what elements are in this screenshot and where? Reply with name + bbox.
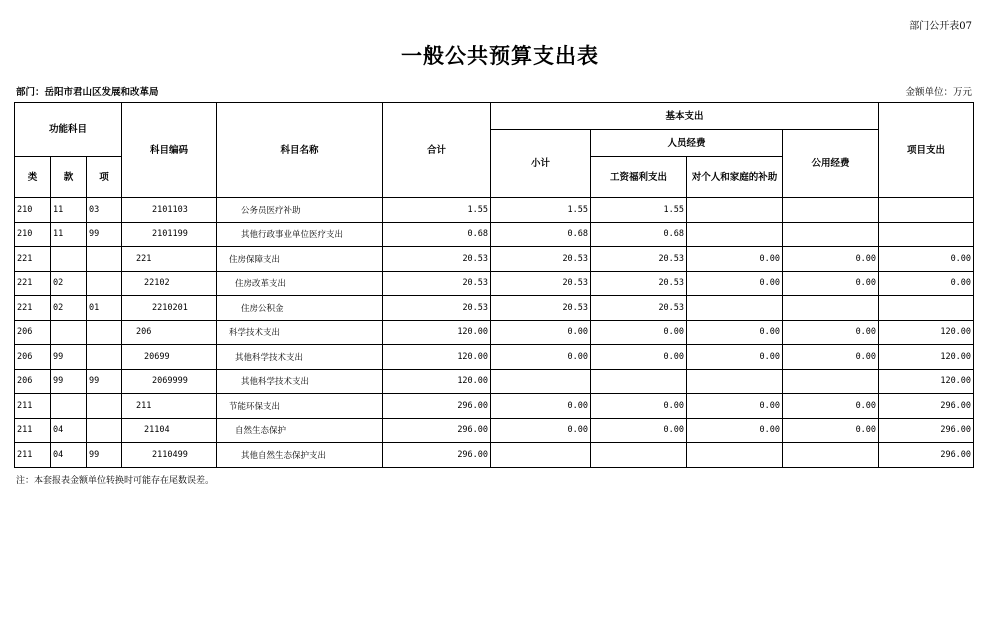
header-func-subject: 功能科目 — [15, 103, 122, 157]
header-wages: 工资福利支出 — [591, 157, 687, 198]
cell-name: 住房改革支出 — [217, 271, 383, 296]
cell-code: 2101103 — [122, 198, 217, 223]
cell-kuan: 02 — [51, 271, 87, 296]
cell-xiang: 03 — [87, 198, 122, 223]
cell-name: 其他科学技术支出 — [217, 369, 383, 394]
cell-project: 0.00 — [879, 271, 974, 296]
cell-wages: 0.00 — [591, 418, 687, 443]
table-row — [15, 222, 974, 247]
header-project: 项目支出 — [879, 103, 974, 198]
cell-wages: 0.00 — [591, 345, 687, 370]
cell-total: 296.00 — [383, 418, 491, 443]
cell-xiang: 99 — [87, 443, 122, 468]
cell-project — [879, 296, 974, 321]
cell-wages — [591, 443, 687, 468]
header-basic: 基本支出 — [491, 103, 879, 130]
cell-lei: 211 — [15, 394, 51, 419]
cell-subsidy — [687, 296, 783, 321]
cell-total: 296.00 — [383, 443, 491, 468]
cell-xiang — [87, 320, 122, 345]
cell-total: 120.00 — [383, 369, 491, 394]
header-subsidy: 对个人和家庭的补助 — [687, 157, 783, 198]
cell-public — [783, 198, 879, 223]
cell-public: 0.00 — [783, 247, 879, 272]
table-row — [15, 418, 974, 443]
cell-subtotal: 0.00 — [491, 320, 591, 345]
cell-kuan: 04 — [51, 443, 87, 468]
cell-lei: 211 — [15, 418, 51, 443]
cell-public — [783, 369, 879, 394]
cell-total: 20.53 — [383, 271, 491, 296]
header-subtotal: 小计 — [491, 130, 591, 198]
cell-public: 0.00 — [783, 320, 879, 345]
cell-public: 0.00 — [783, 271, 879, 296]
cell-subtotal — [491, 443, 591, 468]
cell-subsidy — [687, 222, 783, 247]
cell-lei: 206 — [15, 345, 51, 370]
cell-code: 221 — [122, 247, 217, 272]
cell-project: 296.00 — [879, 394, 974, 419]
table-row — [15, 443, 974, 468]
cell-xiang — [87, 418, 122, 443]
cell-total: 1.55 — [383, 198, 491, 223]
cell-wages: 0.68 — [591, 222, 687, 247]
header-code: 科目编码 — [122, 103, 217, 198]
cell-code: 211 — [122, 394, 217, 419]
header-personnel: 人员经费 — [591, 130, 783, 157]
table-row — [15, 296, 974, 321]
cell-project: 0.00 — [879, 247, 974, 272]
cell-name: 其他自然生态保护支出 — [217, 443, 383, 468]
cell-name: 其他行政事业单位医疗支出 — [217, 222, 383, 247]
cell-total: 20.53 — [383, 296, 491, 321]
table-row — [15, 369, 974, 394]
cell-subtotal: 0.68 — [491, 222, 591, 247]
budget-table — [14, 102, 974, 468]
table-row — [15, 271, 974, 296]
cell-subtotal: 0.00 — [491, 418, 591, 443]
cell-lei: 210 — [15, 198, 51, 223]
cell-code: 20699 — [122, 345, 217, 370]
cell-wages: 20.53 — [591, 296, 687, 321]
cell-subtotal: 0.00 — [491, 394, 591, 419]
cell-subtotal — [491, 369, 591, 394]
cell-xiang — [87, 345, 122, 370]
cell-project: 296.00 — [879, 443, 974, 468]
cell-name: 科学技术支出 — [217, 320, 383, 345]
cell-subsidy: 0.00 — [687, 271, 783, 296]
table-row — [15, 345, 974, 370]
cell-code: 206 — [122, 320, 217, 345]
cell-subsidy: 0.00 — [687, 247, 783, 272]
cell-kuan: 04 — [51, 418, 87, 443]
cell-subsidy: 0.00 — [687, 394, 783, 419]
footnote: 注：本套报表金额单位转换时可能存在尾数误差。 — [16, 476, 215, 486]
cell-kuan: 11 — [51, 222, 87, 247]
cell-project: 120.00 — [879, 369, 974, 394]
header-total: 合计 — [383, 103, 491, 198]
cell-public: 0.00 — [783, 418, 879, 443]
cell-lei: 221 — [15, 296, 51, 321]
cell-subsidy: 0.00 — [687, 345, 783, 370]
cell-name: 住房公积金 — [217, 296, 383, 321]
form-id-label: 部门公开表07 — [909, 21, 972, 32]
table-row — [15, 320, 974, 345]
unit-label: 金额单位：万元 — [905, 87, 972, 98]
cell-subtotal: 1.55 — [491, 198, 591, 223]
cell-code: 2110499 — [122, 443, 217, 468]
cell-subtotal: 0.00 — [491, 345, 591, 370]
header-lei: 类 — [15, 157, 51, 198]
department-label: 部门：岳阳市君山区发展和改革局 — [16, 87, 159, 98]
cell-public — [783, 296, 879, 321]
cell-code: 2069999 — [122, 369, 217, 394]
cell-name: 住房保障支出 — [217, 247, 383, 272]
header-kuan: 款 — [51, 157, 87, 198]
cell-project: 120.00 — [879, 320, 974, 345]
cell-project: 120.00 — [879, 345, 974, 370]
cell-subsidy — [687, 369, 783, 394]
cell-total: 120.00 — [383, 345, 491, 370]
cell-lei: 221 — [15, 271, 51, 296]
cell-xiang — [87, 271, 122, 296]
table-row — [15, 394, 974, 419]
cell-code: 22102 — [122, 271, 217, 296]
cell-name: 自然生态保护 — [217, 418, 383, 443]
cell-name: 其他科学技术支出 — [217, 345, 383, 370]
cell-subsidy: 0.00 — [687, 418, 783, 443]
cell-subtotal: 20.53 — [491, 271, 591, 296]
cell-wages: 20.53 — [591, 271, 687, 296]
cell-public: 0.00 — [783, 345, 879, 370]
cell-xiang: 99 — [87, 369, 122, 394]
cell-code: 2101199 — [122, 222, 217, 247]
header-name: 科目名称 — [217, 103, 383, 198]
cell-xiang: 99 — [87, 222, 122, 247]
cell-kuan — [51, 247, 87, 272]
cell-subtotal: 20.53 — [491, 247, 591, 272]
cell-public — [783, 222, 879, 247]
cell-total: 20.53 — [383, 247, 491, 272]
cell-kuan: 02 — [51, 296, 87, 321]
cell-xiang — [87, 247, 122, 272]
cell-subsidy: 0.00 — [687, 320, 783, 345]
cell-wages: 0.00 — [591, 320, 687, 345]
header-public: 公用经费 — [783, 130, 879, 198]
cell-total: 120.00 — [383, 320, 491, 345]
cell-lei: 211 — [15, 443, 51, 468]
cell-wages — [591, 369, 687, 394]
cell-project: 296.00 — [879, 418, 974, 443]
cell-xiang — [87, 394, 122, 419]
cell-code: 21104 — [122, 418, 217, 443]
page-title: 一般公共预算支出表 — [401, 44, 599, 68]
cell-public: 0.00 — [783, 394, 879, 419]
cell-lei: 210 — [15, 222, 51, 247]
cell-lei: 206 — [15, 369, 51, 394]
table-row — [15, 198, 974, 223]
cell-kuan — [51, 394, 87, 419]
cell-wages: 20.53 — [591, 247, 687, 272]
cell-kuan: 99 — [51, 369, 87, 394]
cell-subsidy — [687, 443, 783, 468]
cell-code: 2210201 — [122, 296, 217, 321]
cell-project — [879, 198, 974, 223]
cell-kuan: 99 — [51, 345, 87, 370]
cell-wages: 1.55 — [591, 198, 687, 223]
cell-public — [783, 443, 879, 468]
cell-xiang: 01 — [87, 296, 122, 321]
cell-lei: 206 — [15, 320, 51, 345]
cell-lei: 221 — [15, 247, 51, 272]
cell-kuan — [51, 320, 87, 345]
cell-total: 0.68 — [383, 222, 491, 247]
header-xiang: 项 — [87, 157, 122, 198]
cell-subsidy — [687, 198, 783, 223]
table-row — [15, 247, 974, 272]
cell-total: 296.00 — [383, 394, 491, 419]
cell-name: 节能环保支出 — [217, 394, 383, 419]
cell-project — [879, 222, 974, 247]
cell-subtotal: 20.53 — [491, 296, 591, 321]
cell-kuan: 11 — [51, 198, 87, 223]
cell-name: 公务员医疗补助 — [217, 198, 383, 223]
cell-wages: 0.00 — [591, 394, 687, 419]
